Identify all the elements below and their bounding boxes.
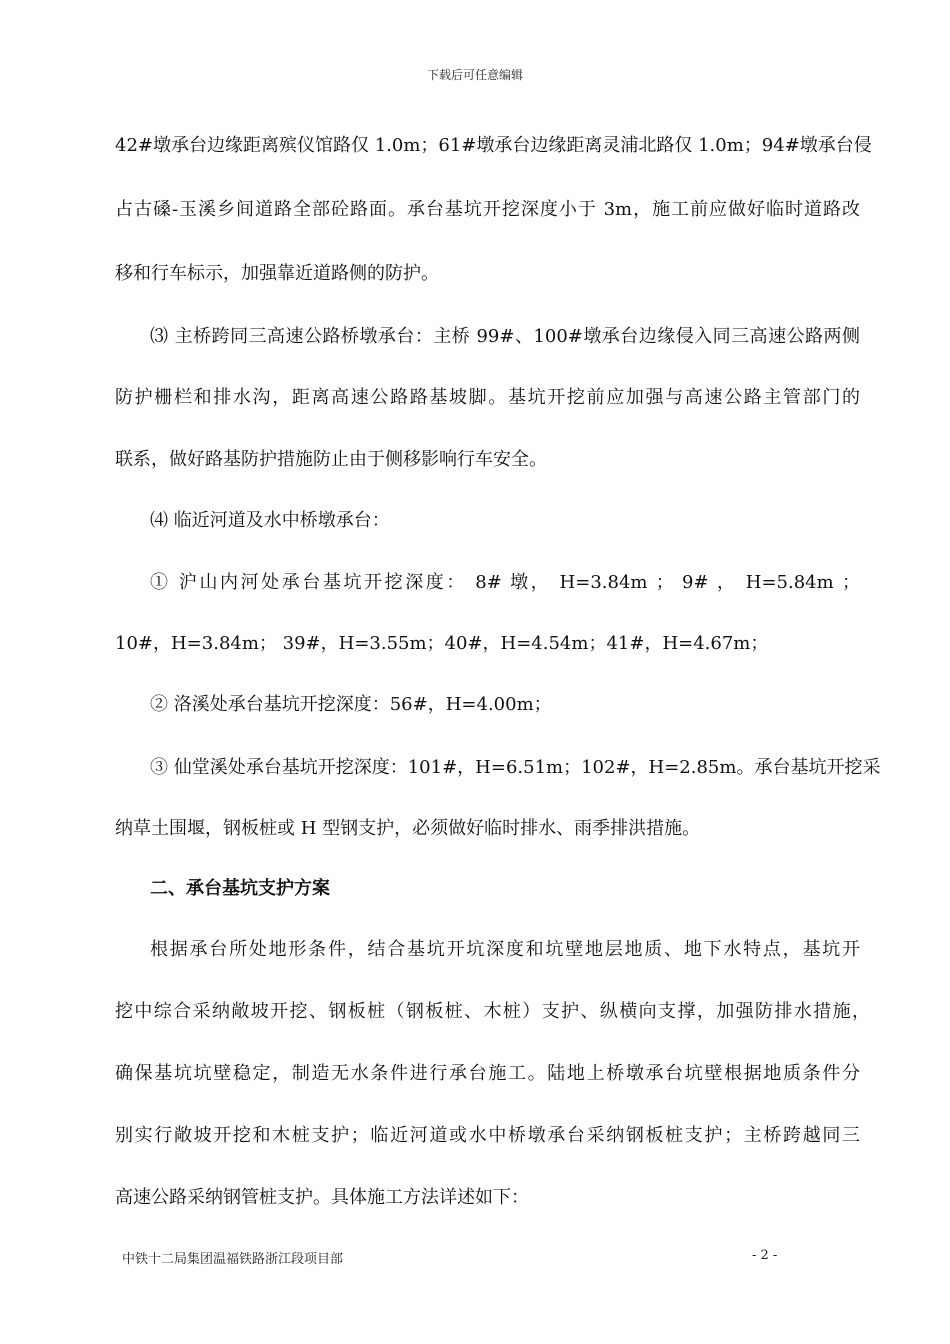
body-line-7: ⑷ 临近河道及水中桥墩承台：: [150, 510, 390, 531]
body-line-2: 占古磉-玉溪乡间道路全部砼路面。承台基坑开挖深度小于 3m，施工前应做好临时道路改: [115, 199, 860, 220]
body-line-6: 联系，做好路基防护措施防止由于侧移影响行车安全。: [115, 449, 547, 470]
body-line-16: 确保基坑坑壁稳定，制造无水条件进行承台施工。陆地上桥墩承台坑壁根据地质条件分: [115, 1063, 860, 1084]
body-line-5: 防护栅栏和排水沟，距离高速公路路基坡脚。基坑开挖前应加强与高速公路主管部门的: [115, 387, 860, 408]
body-line-14: 根据承台所处地形条件，结合基坑开坑深度和坑壁地层地质、地下水特点，基坑开: [150, 939, 860, 960]
body-line-15: 挖中综合采纳敞坡开挖、钢板桩（钢板桩、木桩）支护、纵横向支撑，加强防排水措施，: [115, 1001, 870, 1022]
body-line-10: ② 洛溪处承台基坑开挖深度：56#，H=4.00m；: [150, 694, 552, 715]
body-line-9: 10#，H=3.84m； 39#，H=3.55m；40#，H=4.54m；41#，H=4.67m；: [115, 633, 769, 654]
footer-page-number: - 2 -: [752, 1248, 778, 1263]
page-header: 下载后可任意编辑: [426, 68, 523, 82]
body-line-1: 42#墩承台边缘距离殡仪馆路仅 1.0m；61#墩承台边缘距离灵浦北路仅 1.0m；94#墩承台侵: [115, 135, 872, 156]
body-line-8: ① 沪山内河处承台基坑开挖深度： 8# 墩， H=3.84m ； 9# ， H=5.84m ；: [150, 572, 860, 593]
body-line-11: ③ 仙堂溪处承台基坑开挖深度：101#，H=6.51m；102#，H=2.85m。承台基坑开挖采: [150, 757, 881, 778]
body-line-3: 移和行车标示，加强靠近道路侧的防护。: [115, 263, 439, 284]
section-heading: 二、承台基坑支护方案: [150, 878, 330, 899]
body-line-4: ⑶ 主桥跨同三高速公路桥墩承台：主桥 99#、100#墩承台边缘侵入同三高速公路两侧: [150, 326, 860, 347]
body-line-18: 高速公路采纳钢管桩支护。具体施工方法详述如下：: [115, 1187, 529, 1208]
body-line-12: 纳草土围堰，钢板桩或 H 型钢支护，必须做好临时排水、雨季排洪措施。: [115, 818, 701, 839]
footer-organization: 中铁十二局集团温福铁路浙江段项目部: [122, 1252, 344, 1267]
body-line-17: 别实行敞坡开挖和木桩支护；临近河道或水中桥墩承台采纳钢板桩支护；主桥跨越同三: [115, 1125, 860, 1146]
